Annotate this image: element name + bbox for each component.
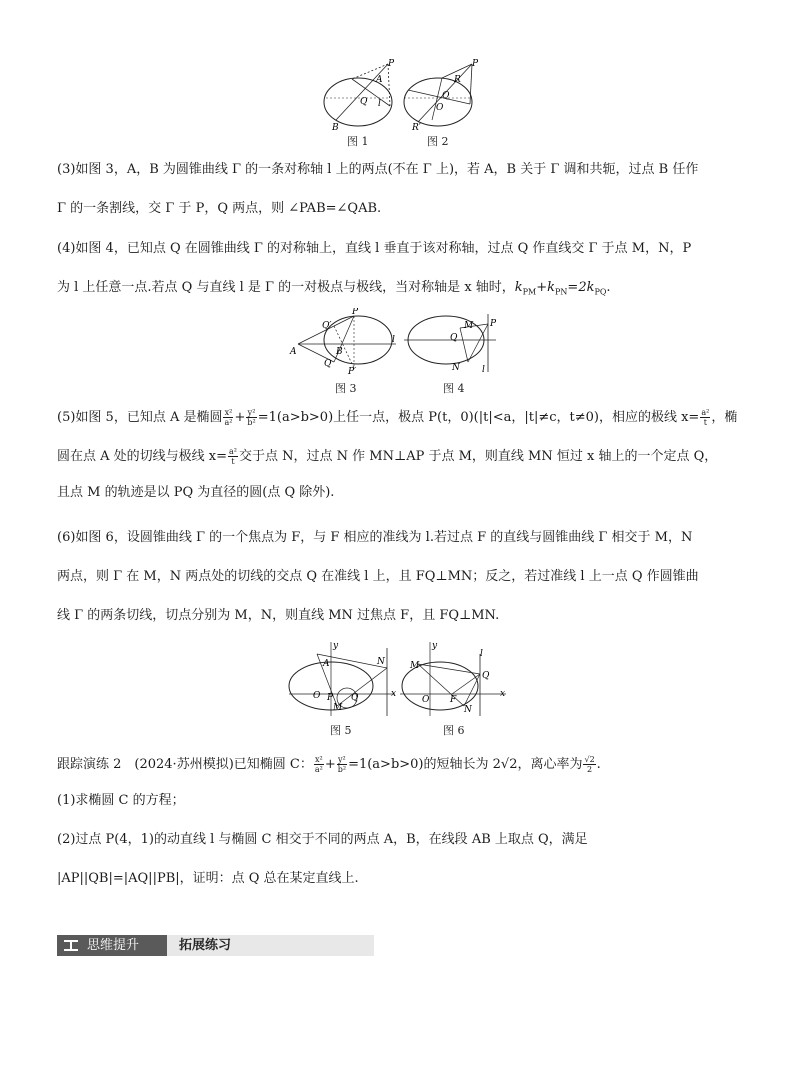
fig6-label-m: M [410,661,420,671]
fig3-label-b: B [336,347,343,357]
p5-plus: + [234,410,246,425]
ex-frac-y-den: b² [337,765,347,774]
paragraph-4-line-1: (4)如图 4，已知点 Q 在圆锥曲线 Γ 的对称轴上，直线 l 垂直于该对称轴，过点 Q 作直线交 Γ 于点 M，N，P [57,241,692,256]
exercise-q2-line-1: (2)过点 P(4，1)的动直线 l 与椭圆 C 相交于不同的两点 A，B，在线段 AB 上取点 Q，满足 [57,832,588,847]
p4-sub-pn: PN [555,287,568,297]
p5-frac-y-num: y² [247,408,256,417]
fig6-label-n: N [464,705,472,715]
exercise-fraction-x [314,755,324,774]
fig5-label-x: x [391,689,397,699]
p4-period: . [606,280,611,295]
figure-2-caption: 图 2 [427,135,449,148]
figure-1 [322,58,402,134]
figure-5 [287,640,402,720]
fig3-label-p: P [352,308,359,317]
ex-frac-x-num: x² [314,755,323,764]
figure-4-caption: 图 4 [443,382,465,395]
paragraph-4-line-2 [57,281,747,301]
exercise-title-b: =1(a>b>0)的短轴长为 2 [348,757,501,772]
exercise-plus: + [324,757,336,772]
paragraph-5-line-2 [57,447,747,486]
ex-frac-e-den: 2 [587,765,593,774]
p5-fraction-y [246,408,256,427]
p5-frac-pole-den: t [703,418,707,427]
fig5-label-q: Q [351,693,359,703]
section-mark-icon [64,940,78,951]
fig5-label-n: N [377,657,385,667]
p5-text-a: (5)如图 5，已知点 A 是椭圆 [57,410,223,425]
fig6-label-l: l [480,649,483,659]
exercise-title [57,755,747,794]
exercise-fraction-e [583,755,595,774]
section-bar-dark [57,935,167,956]
figure-3 [288,308,403,376]
p5-fraction-x [223,408,233,427]
paragraph-4 [57,242,747,301]
section-bar-right-label: 拓展练习 [179,938,232,953]
fig4-label-m: M [464,321,474,331]
fig2-label-q: Q [442,91,450,101]
figure-3-caption: 图 3 [335,382,357,395]
fig4-label-l: l [482,365,485,375]
figure-3-diagram [288,308,403,376]
fig5-label-y: y [333,641,339,651]
fig6-label-o: O [422,695,430,705]
ex-frac-y-num: y² [338,755,346,764]
fig3-label-q-prime: Q′ [322,321,332,331]
fig6-label-q: Q [482,671,490,681]
p5-frac-x-den: a² [224,418,233,427]
paragraph-5-line-3: 且点 M 的轨迹是以 PQ 为直径的圆(点 Q 除外). [57,485,335,500]
p5-frac-pole2-den: t [231,457,235,466]
fig1-label-p: P [388,59,395,69]
figure-2 [402,58,482,134]
fig3-label-p-prime: P′ [348,367,357,376]
p5-frac-x-num: x² [224,408,233,417]
fig1-label-b: B [332,123,339,133]
exercise-title-d: . [596,757,601,772]
fig2-label-o: O [436,103,444,113]
p4-k-pq: =2k [567,280,595,295]
fig1-label-q: Q [360,97,368,107]
section-bar [57,935,374,956]
fig5-label-o: O [313,691,321,701]
paragraph-5-line-1 [57,408,747,447]
p5-frac-y-den: b² [247,418,256,427]
figure-6-diagram [400,640,510,720]
p5-frac-pole2-num: a² [229,447,237,456]
fig2-label-p: P [472,59,479,69]
figure-6 [400,640,510,720]
exercise-block [57,755,747,892]
fig2-label-r-prime: R′ [412,123,421,133]
p5-frac-pole-num: a² [701,408,710,417]
fig6-label-y: y [432,641,438,651]
fig5-label-p: P [327,693,334,703]
fig4-label-p: P [490,319,497,329]
figure-4 [404,308,504,376]
exercise-q2-line-2: |AP||QB|=|AQ||PB|，证明：点 Q 总在某定直线上. [57,871,359,886]
fig1-label-a: A [376,75,383,85]
figure-6-caption: 图 6 [443,724,465,737]
fig2-label-r: R [454,75,461,85]
fig5-label-a: A [323,659,330,669]
p5-text-b: =1(a>b>0)上任一点，极点 P(t，0)(|t|<a，|t|≠c，t≠0)，相应的极线 x= [257,410,700,425]
paragraph-5 [57,408,747,506]
figure-5-caption: 图 5 [330,724,352,737]
exercise-sqrt2: √2 [500,757,518,772]
p4-sub-pm: PM [522,287,537,297]
figure-5-diagram [287,640,402,720]
p4-sub-pq: PQ [594,287,607,297]
fig1-label-l: l [378,99,381,109]
fig4-label-n: N [452,363,460,373]
p4-k-pm: k [514,280,523,295]
fig5-label-m: M [333,703,343,713]
section-bar-left-label: 思维提升 [87,938,140,953]
exercise-title-a: 跟踪演练 2 (2024·苏州模拟)已知椭圆 C： [57,757,313,772]
paragraph-3 [57,163,747,222]
fig3-label-q: Q [324,359,332,369]
paragraph-3-line-2: Γ 的一条割线，交 Γ 于 P，Q 两点，则 ∠PAB=∠QAB. [57,201,382,216]
paragraph-6-line-1: (6)如图 6，设圆锥曲线 Γ 的一个焦点为 F，与 F 相应的准线为 l.若过点 F 的直线与圆锥曲线 Γ 相交于 M，N [57,530,693,545]
fig6-label-x: x [500,689,506,699]
paragraph-3-line-1: (3)如图 3，A，B 为圆锥曲线 Γ 的一条对称轴 l 上的两点(不在 Γ 上)，若 A，B 关于 Γ 调和共轭，过点 B 任作 [57,162,699,177]
p5-fraction-pole-2 [228,447,238,466]
p5-text-c: ，椭 [711,410,738,425]
exercise-title-c: ，离心率为 [517,757,583,772]
p4-text-a: 为 l 上任意一点.若点 Q 与直线 l 是 Γ 的一对极点与极线，当对称轴是 x 轴时， [57,280,515,295]
figure-1-diagram [322,58,402,134]
p5-text-e: 交于点 N，过点 N 作 MN⊥AP 于点 M，则直线 MN 恒过 x 轴上的一个定点 Q， [239,449,718,464]
paragraph-6 [57,531,747,629]
p5-fraction-pole [700,408,710,427]
p4-k-pn: +k [536,280,556,295]
p5-text-d: 圆在点 A 处的切线与极线 x= [57,449,228,464]
fig3-label-a: A [290,347,297,357]
figure-4-diagram [404,308,504,376]
figure-2-diagram [402,58,482,134]
paragraph-6-line-2: 两点，则 Γ 在 M，N 两点处的切线的交点 Q 在准线 l 上，且 FQ⊥MN；反之，若过准线 l 上一点 Q 作圆锥曲 [57,569,699,584]
paragraph-6-line-3: 线 Γ 的两条切线，切点分别为 M，N，则直线 MN 过焦点 F，且 FQ⊥MN. [57,608,500,623]
fig4-label-q: Q [450,333,458,343]
fig6-label-f: F [450,695,457,705]
fig3-label-l: l [392,335,395,345]
ex-frac-x-den: a² [314,765,323,774]
exercise-fraction-y [337,755,347,774]
ex-frac-e-num: √2 [584,755,595,764]
exercise-q1: (1)求椭圆 C 的方程； [57,793,185,808]
figure-1-caption: 图 1 [347,135,369,148]
